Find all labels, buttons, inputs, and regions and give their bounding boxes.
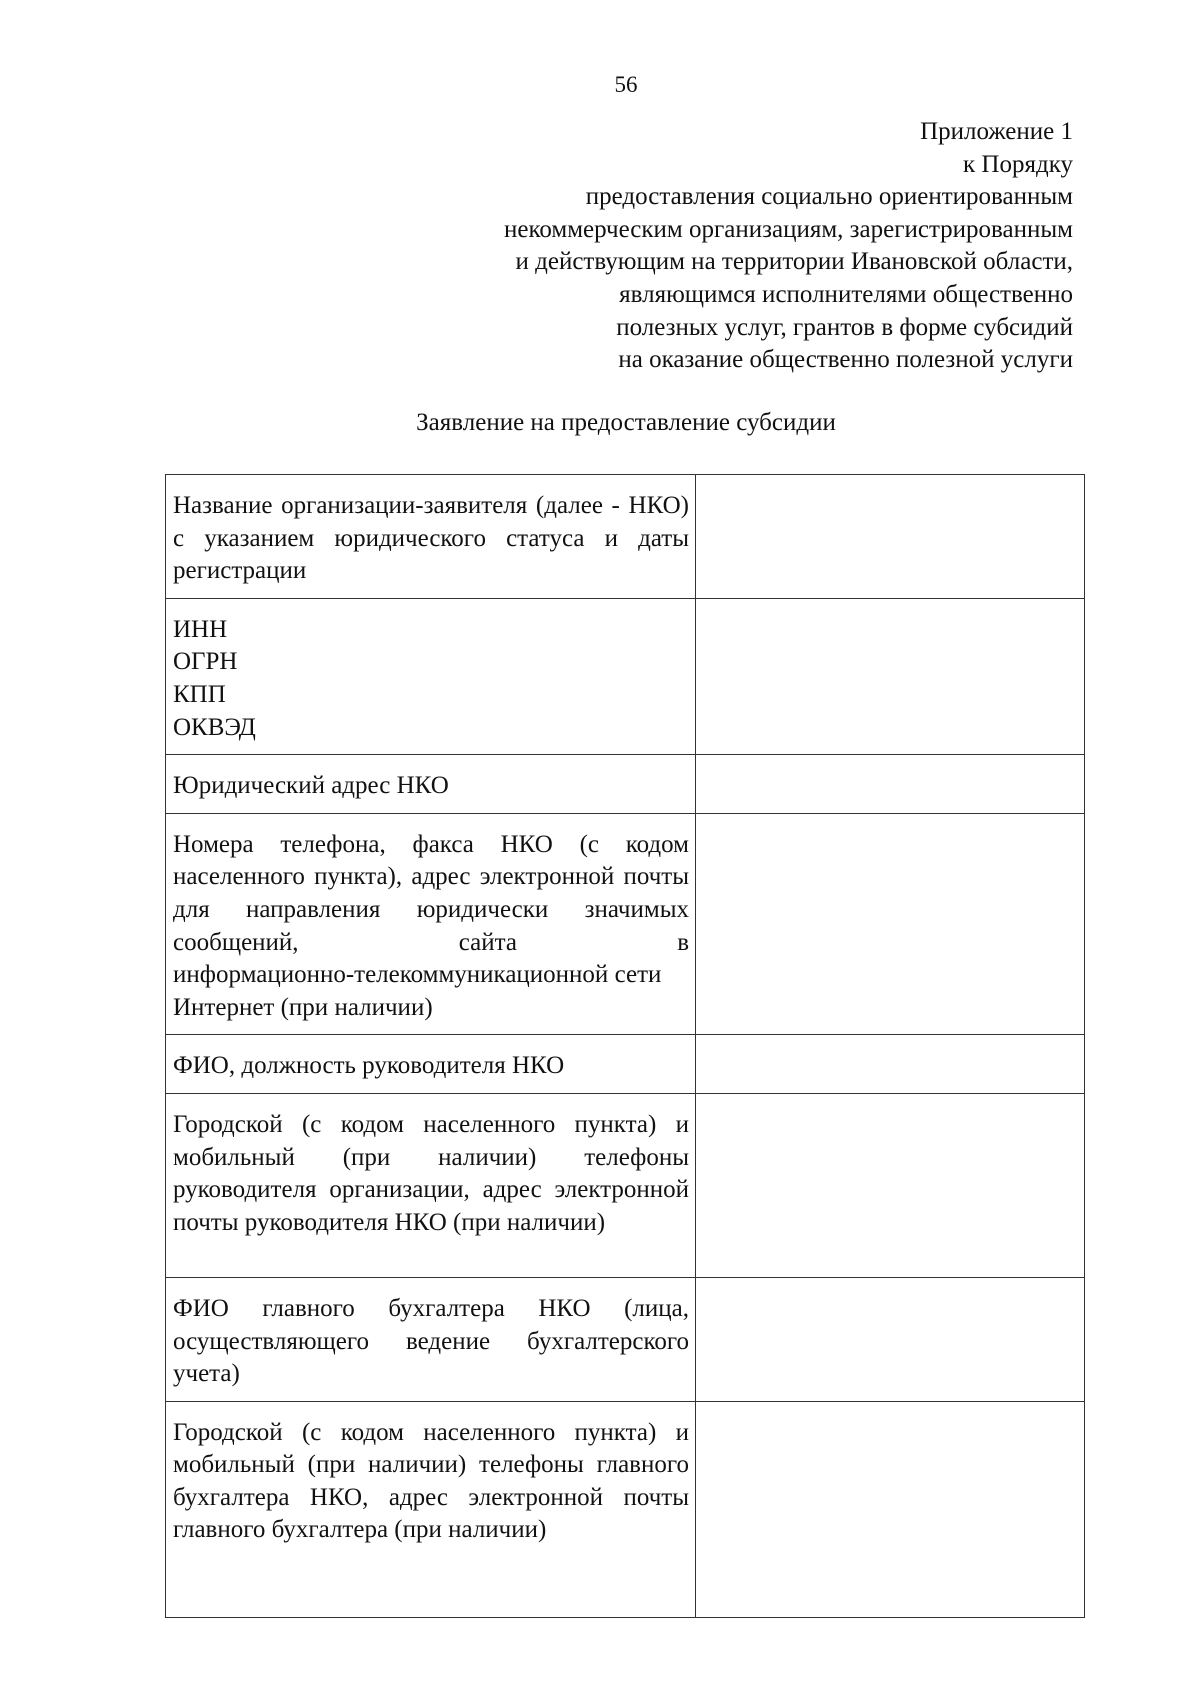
row-label-part: Номера телефона, факса НКО (с кодом населенного пункта), адрес электронной почты для направления юридически значимых сообщений, сайта в [173, 830, 689, 956]
table-row [166, 1035, 1085, 1094]
appendix-line: являющимся исполнителями общественно [619, 280, 1073, 308]
row-label-part: информационно-телекоммуникационной сети Интернет (при наличии) [173, 961, 662, 1021]
table-row [166, 475, 1085, 599]
form-title: Заявление на предоставление субсидии [416, 409, 836, 436]
table-row [166, 598, 1085, 754]
application-form-table [165, 474, 1085, 1618]
row-label-line: ОГРН [173, 648, 238, 676]
row-label [166, 598, 696, 754]
page-number: 56 [614, 72, 638, 97]
appendix-line: на оказание общественно полезной услуги [618, 346, 1073, 374]
row-label [166, 813, 696, 1035]
row-value-field[interactable] [696, 1035, 1085, 1094]
table-row [166, 1093, 1085, 1277]
appendix-line: к Порядку [963, 150, 1073, 178]
row-value-field[interactable] [696, 1093, 1085, 1277]
row-value-field[interactable] [696, 1401, 1085, 1617]
appendix-header [504, 116, 1073, 377]
row-label-line: ОКВЭД [173, 713, 256, 741]
row-label: Юридический адрес НКО [166, 755, 696, 814]
row-label-line: ИНН [173, 615, 228, 643]
appendix-line: некоммерческим организациям, зарегистрированным [504, 215, 1073, 243]
row-value-field[interactable] [696, 475, 1085, 599]
row-value-field[interactable] [696, 813, 1085, 1035]
row-label: Название организации-заявителя (далее - НКО) с указанием юридического статуса и даты регистрации [166, 475, 696, 599]
row-label: ФИО главного бухгалтера НКО (лица, осуществляющего ведение бухгалтерского учета) [166, 1277, 696, 1401]
row-label: ФИО, должность руководителя НКО [166, 1035, 696, 1094]
row-label: Городской (с кодом населенного пункта) и мобильный (при наличии) телефоны главного бухгалтера НКО, адрес электронной почты главного бухгалтера (при наличии) [166, 1401, 696, 1617]
appendix-line: предоставления социально ориентированным [585, 183, 1073, 211]
row-value-field[interactable] [696, 598, 1085, 754]
table-row [166, 813, 1085, 1035]
row-label: Городской (с кодом населенного пункта) и мобильный (при наличии) телефоны руководителя организации, адрес электронной почты руководителя НКО (при наличии) [166, 1093, 696, 1277]
table-row [166, 1401, 1085, 1617]
table-row [166, 1277, 1085, 1401]
appendix-line: полезных услуг, грантов в форме субсидий [616, 313, 1073, 341]
row-value-field[interactable] [696, 1277, 1085, 1401]
table-row [166, 755, 1085, 814]
row-value-field[interactable] [696, 755, 1085, 814]
appendix-line: Приложение 1 [920, 118, 1073, 145]
row-label-line: КПП [173, 680, 226, 708]
appendix-line: и действующим на территории Ивановской области, [515, 248, 1073, 276]
